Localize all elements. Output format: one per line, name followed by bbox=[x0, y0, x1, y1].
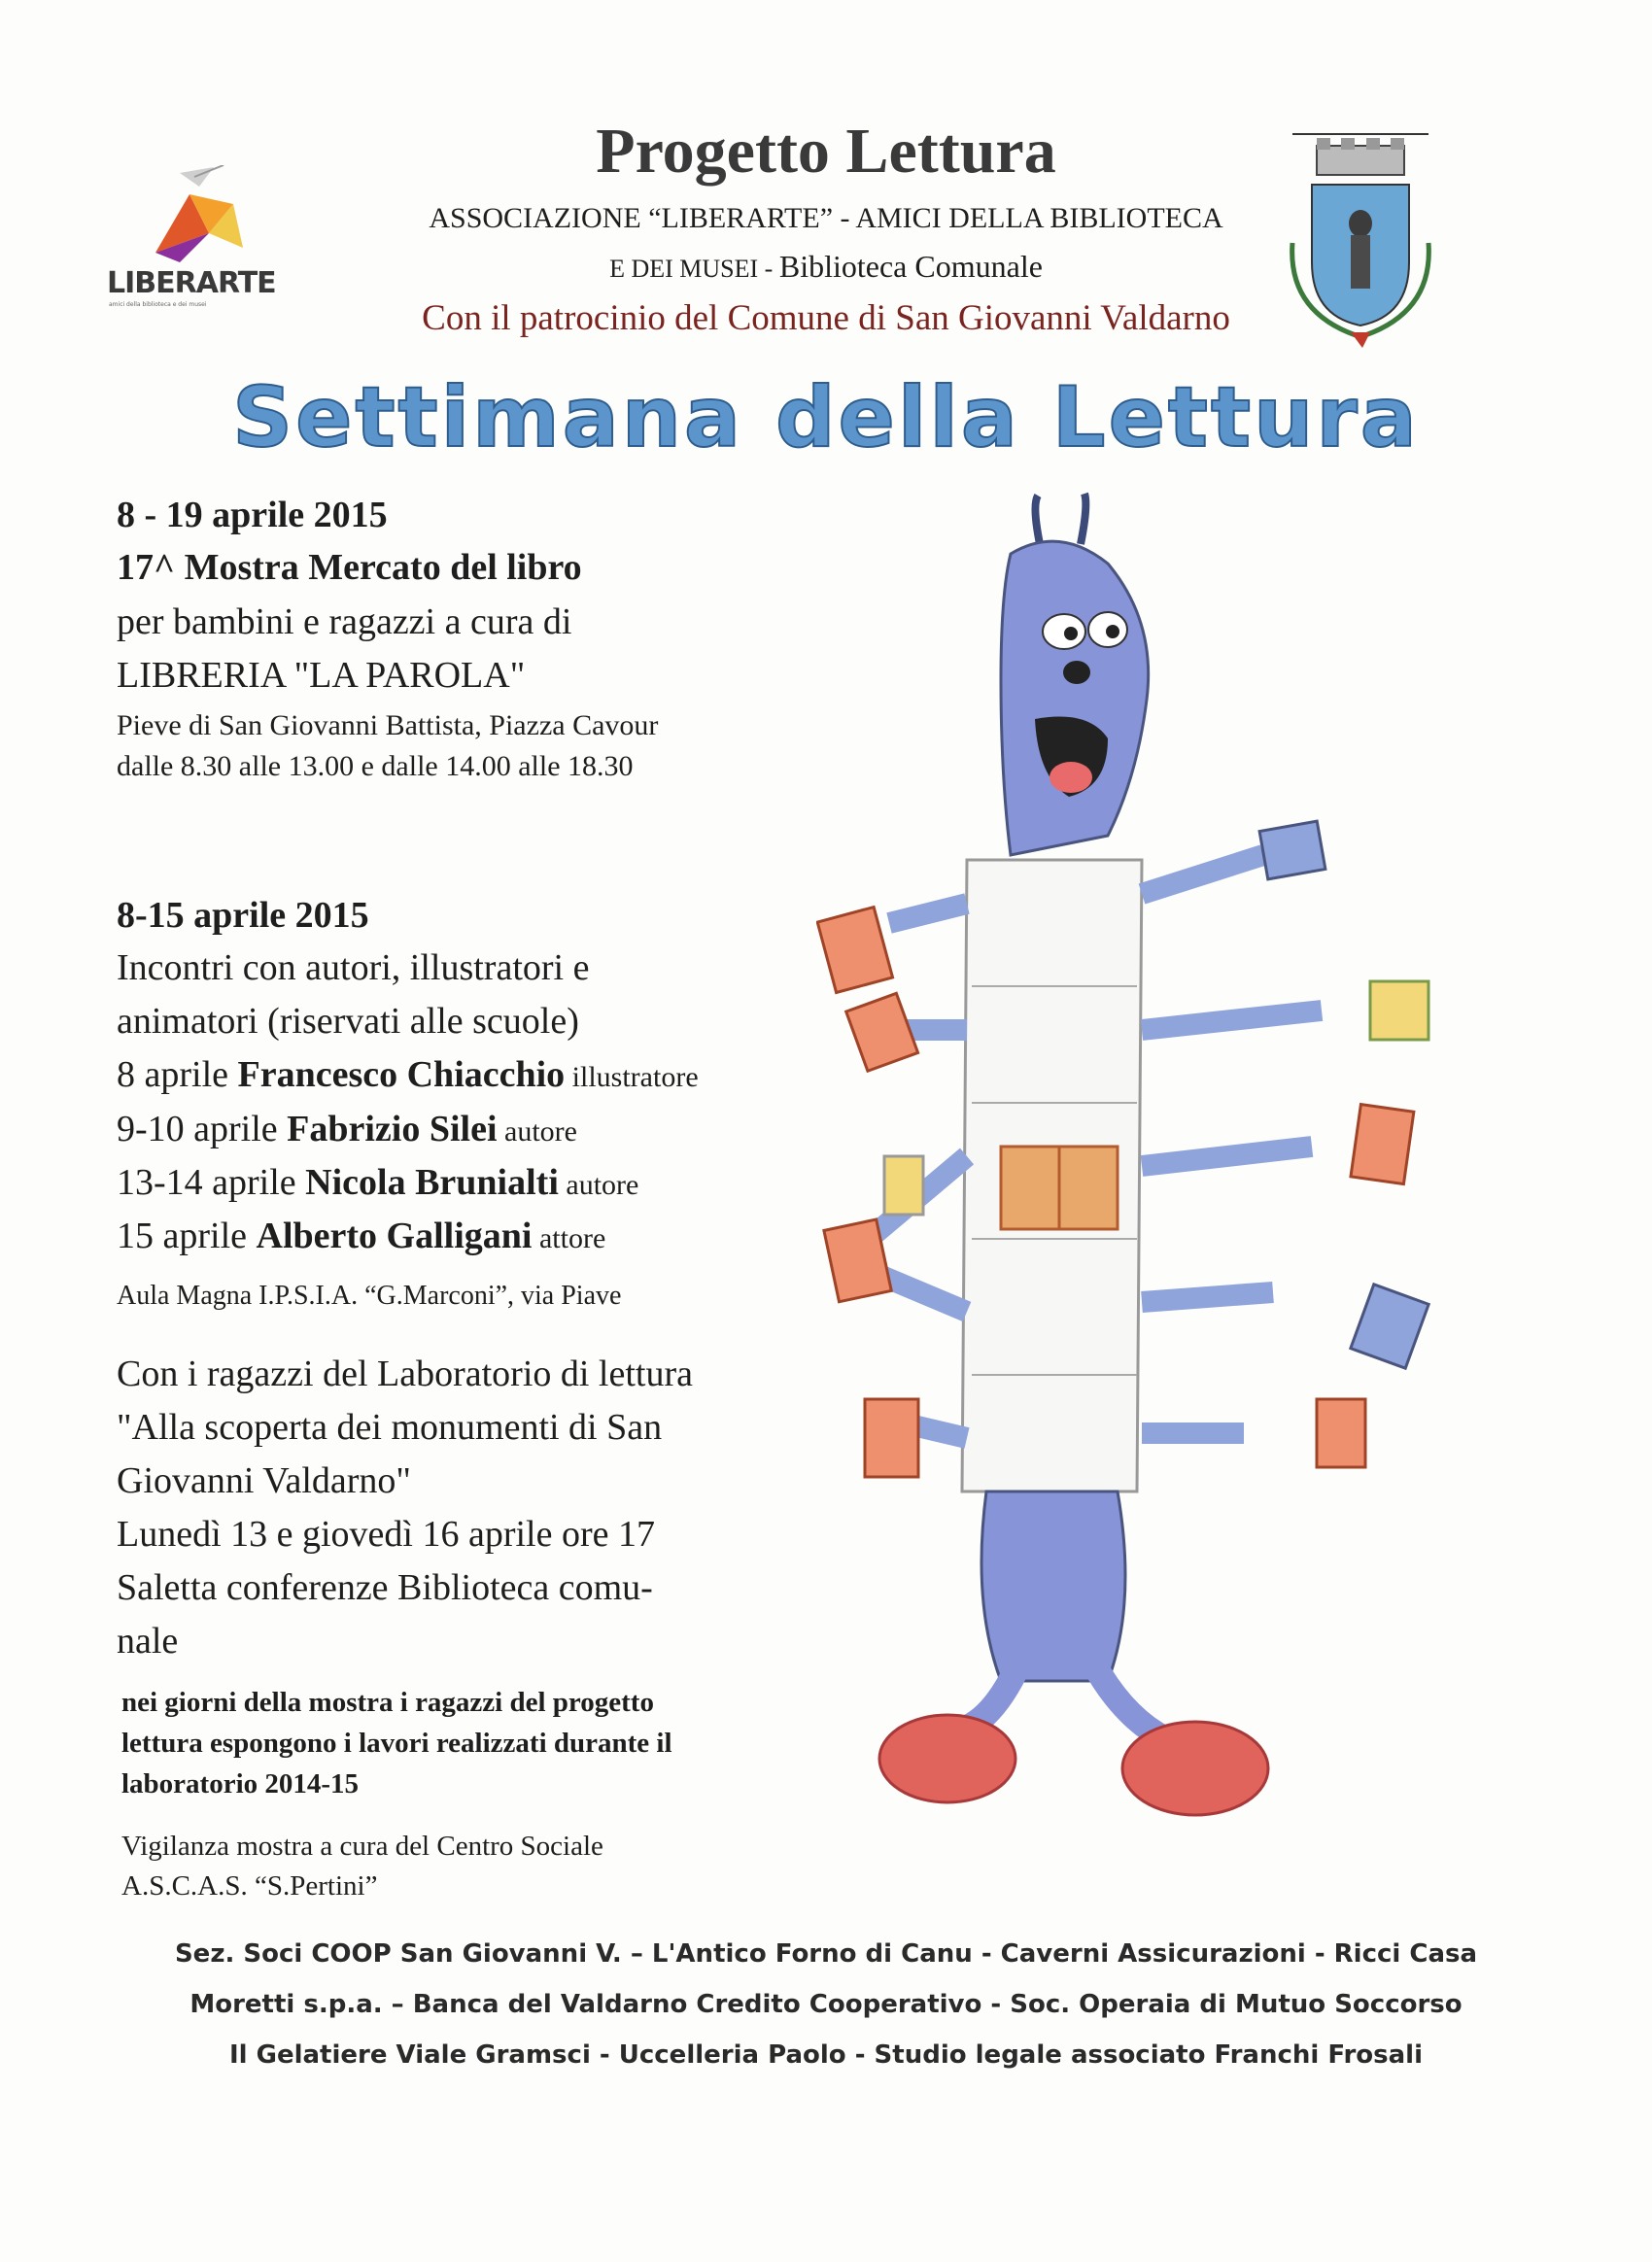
meeting-row bbox=[117, 1108, 577, 1150]
meeting-date: 8 aprile bbox=[117, 1054, 238, 1095]
note-line: nei giorni della mostra i ragazzi del progetto bbox=[121, 1687, 654, 1718]
liberarte-logo-text: LIBERARTE bbox=[107, 266, 276, 300]
meeting-name: Nicola Brunialti bbox=[305, 1162, 559, 1203]
event2-desc2: animatori (riservati alle scuole) bbox=[117, 1001, 579, 1042]
event1-date: 8 - 19 aprile 2015 bbox=[117, 495, 388, 535]
association-line-1: ASSOCIAZIONE “LIBERARTE” - AMICI DELLA BIBLIOTECA bbox=[429, 202, 1223, 234]
meeting-name: Francesco Chiacchio bbox=[237, 1054, 566, 1095]
headline: Settimana della Lettura bbox=[232, 369, 1420, 466]
page-title: Progetto Lettura bbox=[596, 116, 1056, 187]
meeting-row bbox=[117, 1215, 605, 1257]
event3-line: Con i ragazzi del Laboratorio di lettura bbox=[117, 1354, 693, 1394]
sponsors-line: Il Gelatiere Viale Gramsci - Uccelleria Paolo - Studio legale associato Franchi Frosali bbox=[228, 2040, 1424, 2070]
event1-org: LIBRERIA "LA PAROLA" bbox=[117, 655, 526, 696]
event1-title: 17^ Mostra Mercato del libro bbox=[117, 547, 582, 588]
event1-desc: per bambini e ragazzi a cura di bbox=[117, 601, 572, 642]
meeting-row bbox=[117, 1161, 638, 1204]
meeting-role: illustratore bbox=[565, 1061, 699, 1093]
association-line-2-b: Biblioteca Comunale bbox=[778, 249, 1043, 284]
meeting-date: 13-14 aprile bbox=[117, 1162, 306, 1203]
meeting-role: autore bbox=[497, 1115, 577, 1148]
liberarte-logo-subtext: amici della biblioteca e dei musei bbox=[109, 301, 207, 308]
meeting-name: Fabrizio Silei bbox=[287, 1109, 498, 1149]
event2-desc1: Incontri con autori, illustratori e bbox=[117, 947, 590, 988]
event3-line: nale bbox=[117, 1621, 179, 1662]
meeting-date: 15 aprile bbox=[117, 1216, 257, 1256]
meeting-date: 9-10 aprile bbox=[117, 1109, 288, 1149]
meeting-role: autore bbox=[558, 1169, 639, 1201]
association-line-2-a: E DEI MUSEI - bbox=[609, 255, 779, 283]
association-line-2 bbox=[0, 249, 1652, 285]
event3-line: Saletta conferenze Biblioteca comu- bbox=[117, 1567, 653, 1608]
patronage-line: Con il patrocinio del Comune di San Giovanni Valdarno bbox=[422, 298, 1230, 338]
vigilance-line-2: A.S.C.A.S. “S.Pertini” bbox=[121, 1870, 378, 1902]
sponsors bbox=[0, 1929, 1652, 2080]
event3-line: Giovanni Valdarno" bbox=[117, 1460, 411, 1501]
event2-date: 8-15 aprile 2015 bbox=[117, 895, 369, 936]
meeting-name: Alberto Galligani bbox=[256, 1216, 533, 1256]
meeting-row bbox=[117, 1053, 699, 1096]
event1-place: Pieve di San Giovanni Battista, Piazza Cavour bbox=[117, 709, 659, 741]
event1-hours: dalle 8.30 alle 13.00 e dalle 14.00 alle 18.30 bbox=[117, 750, 634, 782]
note-line: laboratorio 2014-15 bbox=[121, 1768, 360, 1799]
event2-place: Aula Magna I.P.S.I.A. “G.Marconi”, via Piave bbox=[117, 1281, 622, 1311]
event3-line: Lunedì 13 e giovedì 16 aprile ore 17 bbox=[117, 1514, 656, 1555]
vigilance-line-1: Vigilanza mostra a cura del Centro Sociale bbox=[121, 1831, 603, 1862]
bookworm-mascot-illustration bbox=[816, 486, 1458, 1846]
note-line: lettura espongono i lavori realizzati durante il bbox=[121, 1728, 672, 1759]
sponsors-line: Sez. Soci COOP San Giovanni V. – L'Antico Forno di Canu - Caverni Assicurazioni - Ricci Casa bbox=[174, 1939, 1478, 1969]
event3-line: "Alla scoperta dei monumenti di San bbox=[117, 1407, 663, 1448]
sponsors-line: Moretti s.p.a. – Banca del Valdarno Credito Cooperativo - Soc. Operaia di Mutuo Soccorso bbox=[189, 1990, 1463, 2019]
meeting-role: attore bbox=[532, 1222, 606, 1254]
